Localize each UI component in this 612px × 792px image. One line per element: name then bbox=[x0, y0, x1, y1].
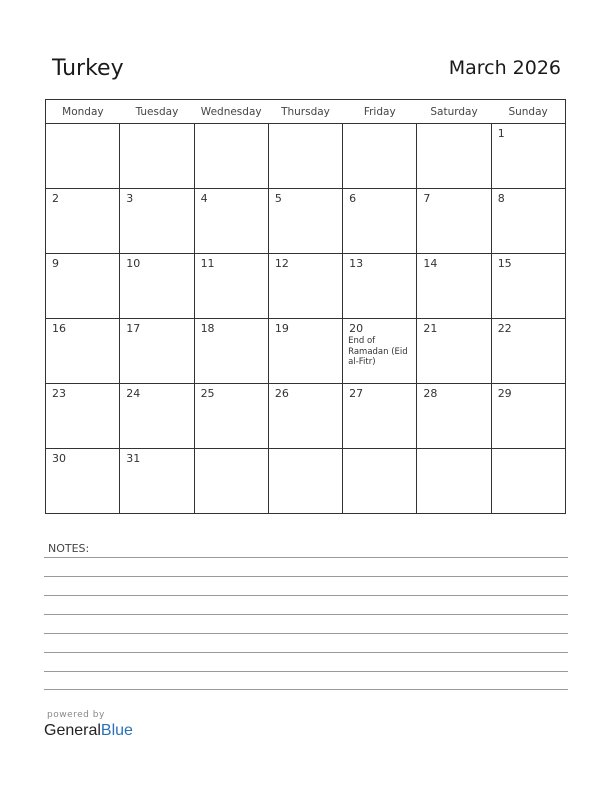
day-number: 21 bbox=[423, 322, 438, 335]
day-cell[interactable] bbox=[343, 189, 417, 254]
day-cell[interactable] bbox=[194, 319, 268, 384]
day-cell[interactable] bbox=[268, 254, 342, 319]
day-cell[interactable] bbox=[46, 319, 120, 384]
day-number: 6 bbox=[349, 192, 357, 205]
brand-general: General bbox=[44, 722, 101, 739]
day-cell[interactable] bbox=[491, 449, 565, 514]
day-number: 29 bbox=[497, 387, 512, 400]
day-cell[interactable] bbox=[194, 384, 268, 449]
day-number: 17 bbox=[126, 322, 141, 335]
day-cell[interactable] bbox=[268, 319, 342, 384]
notes-line bbox=[44, 652, 568, 653]
day-cell[interactable] bbox=[417, 189, 491, 254]
notes-line bbox=[44, 614, 568, 615]
day-number: 18 bbox=[200, 322, 215, 335]
day-number: 8 bbox=[497, 192, 505, 205]
day-cell[interactable] bbox=[120, 384, 194, 449]
day-cell[interactable] bbox=[343, 319, 417, 384]
notes-line bbox=[44, 595, 568, 596]
day-cell[interactable] bbox=[46, 254, 120, 319]
calendar-grid bbox=[45, 99, 566, 514]
day-cell[interactable] bbox=[46, 384, 120, 449]
day-number: 11 bbox=[200, 257, 215, 270]
day-number: 13 bbox=[349, 257, 364, 270]
week-row bbox=[46, 254, 566, 319]
weekday-sunday: Sunday bbox=[491, 100, 565, 124]
day-cell[interactable] bbox=[46, 189, 120, 254]
day-cell[interactable] bbox=[343, 449, 417, 514]
day-cell[interactable] bbox=[120, 254, 194, 319]
notes-line bbox=[44, 671, 568, 672]
day-cell[interactable] bbox=[194, 449, 268, 514]
day-cell[interactable] bbox=[194, 189, 268, 254]
day-cell[interactable] bbox=[417, 254, 491, 319]
day-cell[interactable] bbox=[491, 319, 565, 384]
notes-label: NOTES: bbox=[48, 542, 90, 555]
day-number: 10 bbox=[126, 257, 141, 270]
day-cell[interactable] bbox=[120, 124, 194, 189]
day-cell[interactable] bbox=[194, 254, 268, 319]
day-number: 3 bbox=[126, 192, 134, 205]
weekday-thursday: Thursday bbox=[268, 100, 342, 124]
day-number: 28 bbox=[423, 387, 438, 400]
day-cell[interactable] bbox=[268, 449, 342, 514]
day-cell[interactable] bbox=[343, 384, 417, 449]
day-cell[interactable] bbox=[417, 319, 491, 384]
day-number: 9 bbox=[52, 257, 59, 270]
weekday-wednesday: Wednesday bbox=[194, 100, 268, 124]
week-row bbox=[46, 124, 566, 189]
weekday-header-row bbox=[46, 100, 566, 124]
day-number: 4 bbox=[200, 192, 208, 205]
day-number: 12 bbox=[274, 257, 289, 270]
week-row bbox=[46, 319, 566, 384]
day-number: 24 bbox=[126, 387, 141, 400]
day-cell[interactable] bbox=[417, 124, 491, 189]
day-number: 1 bbox=[497, 127, 505, 140]
day-number: 25 bbox=[200, 387, 215, 400]
day-number: 31 bbox=[126, 452, 141, 465]
day-number: 23 bbox=[52, 387, 66, 400]
day-cell[interactable] bbox=[120, 319, 194, 384]
weekday-saturday: Saturday bbox=[417, 100, 491, 124]
day-cell[interactable] bbox=[268, 124, 342, 189]
day-cell[interactable] bbox=[268, 384, 342, 449]
notes-line bbox=[44, 557, 568, 558]
weekday-tuesday: Tuesday bbox=[120, 100, 194, 124]
day-number: 5 bbox=[274, 192, 282, 205]
week-row bbox=[46, 449, 566, 514]
day-cell[interactable] bbox=[491, 124, 565, 189]
day-number: 15 bbox=[497, 257, 512, 270]
country-title: Turkey bbox=[52, 56, 124, 81]
day-cell[interactable] bbox=[194, 124, 268, 189]
notes-line bbox=[44, 576, 568, 577]
day-cell[interactable] bbox=[491, 384, 565, 449]
day-cell[interactable] bbox=[417, 384, 491, 449]
week-row bbox=[46, 189, 566, 254]
day-cell[interactable] bbox=[46, 449, 120, 514]
day-cell[interactable] bbox=[491, 254, 565, 319]
weekday-friday: Friday bbox=[343, 100, 417, 124]
day-number: 20 bbox=[349, 322, 364, 335]
day-number: 19 bbox=[274, 322, 289, 335]
week-row bbox=[46, 384, 566, 449]
holiday-event: End of Ramadan (Eid al-Fitr) bbox=[348, 336, 408, 367]
day-cell[interactable] bbox=[46, 124, 120, 189]
month-year-title: March 2026 bbox=[448, 57, 561, 79]
day-number: 27 bbox=[349, 387, 364, 400]
day-cell[interactable] bbox=[491, 189, 565, 254]
day-number: 7 bbox=[423, 192, 431, 205]
generalblue-logo bbox=[44, 722, 133, 740]
day-cell[interactable] bbox=[417, 449, 491, 514]
notes-line bbox=[44, 689, 568, 690]
day-cell[interactable] bbox=[120, 449, 194, 514]
day-cell[interactable] bbox=[120, 189, 194, 254]
weekday-monday: Monday bbox=[46, 100, 120, 124]
powered-by-text: powered by bbox=[47, 710, 105, 720]
day-number: 2 bbox=[52, 192, 59, 205]
day-number: 22 bbox=[497, 322, 512, 335]
day-number: 26 bbox=[274, 387, 289, 400]
day-number: 16 bbox=[52, 322, 66, 335]
day-number: 14 bbox=[423, 257, 438, 270]
day-number: 30 bbox=[52, 452, 66, 465]
day-cell[interactable] bbox=[343, 124, 417, 189]
day-cell[interactable] bbox=[343, 254, 417, 319]
brand-blue: Blue bbox=[100, 722, 133, 739]
notes-line bbox=[44, 633, 568, 634]
day-cell[interactable] bbox=[268, 189, 342, 254]
